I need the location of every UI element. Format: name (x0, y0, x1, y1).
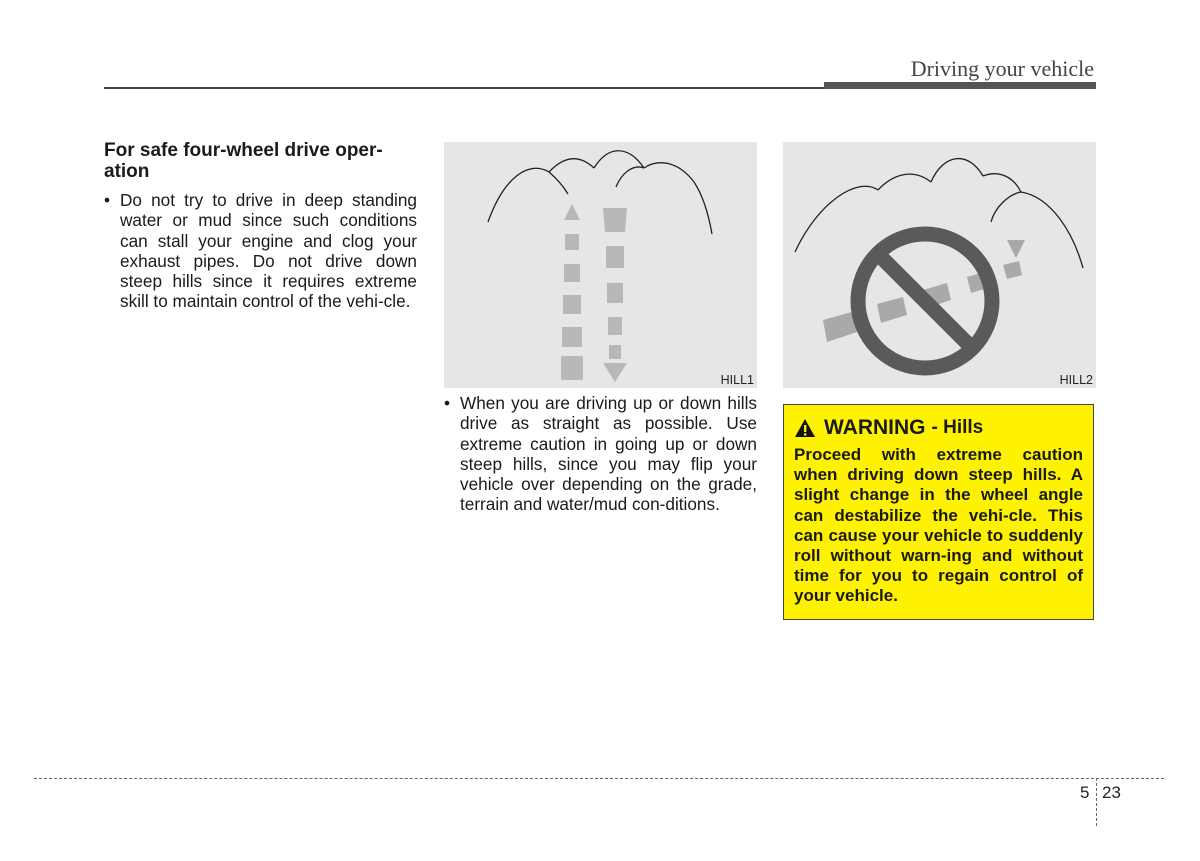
middle-column (444, 393, 757, 515)
bullet-item (104, 190, 417, 312)
warning-subtitle: - Hills (931, 417, 984, 438)
figure-hill2 (783, 142, 1096, 388)
footer-rule (34, 778, 1164, 779)
header-rule-accent (824, 82, 1096, 89)
figure-label: HILL2 (1059, 373, 1093, 387)
bullet-item (444, 393, 757, 515)
bullet-text: When you are driving up or down hills drive as straight as possible. Use extreme caution in going up or down steep hills, since you may flip your vehicle over depending on the grade, terrain and water/mud con-ditions. (460, 393, 757, 515)
hill-diagonal-prohibited-illustration (783, 142, 1096, 388)
warning-title (794, 415, 1083, 441)
section-heading: For safe four-wheel drive oper-ation (104, 140, 383, 182)
hill-straight-arrows-illustration (444, 142, 757, 388)
bullet-text: Do not try to drive in deep standing water or mud since such conditions can stall your engine and clog your exhaust pipes. Do not drive down steep hills since it requires extreme skill to maintain control of the vehi-cle. (120, 190, 417, 312)
figure-label: HILL1 (720, 373, 754, 387)
bullet-symbol: • (104, 190, 111, 210)
bullet-symbol: • (444, 393, 451, 413)
chapter-number: 5 (1080, 783, 1090, 802)
footer-divider (1096, 778, 1097, 826)
warning-word: WARNING (824, 416, 926, 439)
page-header-title: Driving your vehicle (910, 56, 1094, 81)
warning-box (783, 404, 1094, 620)
warning-triangle-icon (794, 418, 816, 438)
page-number: 23 (1102, 783, 1121, 802)
warning-body: Proceed with extreme caution when driving down steep hills. A slight change in the wheel angle can destabilize the vehi-cle. This can cause your vehicle to suddenly roll without warn-ing and without time for you to regain control of your vehicle. (794, 445, 1083, 606)
figure-hill1 (444, 142, 757, 388)
left-column (104, 140, 417, 312)
